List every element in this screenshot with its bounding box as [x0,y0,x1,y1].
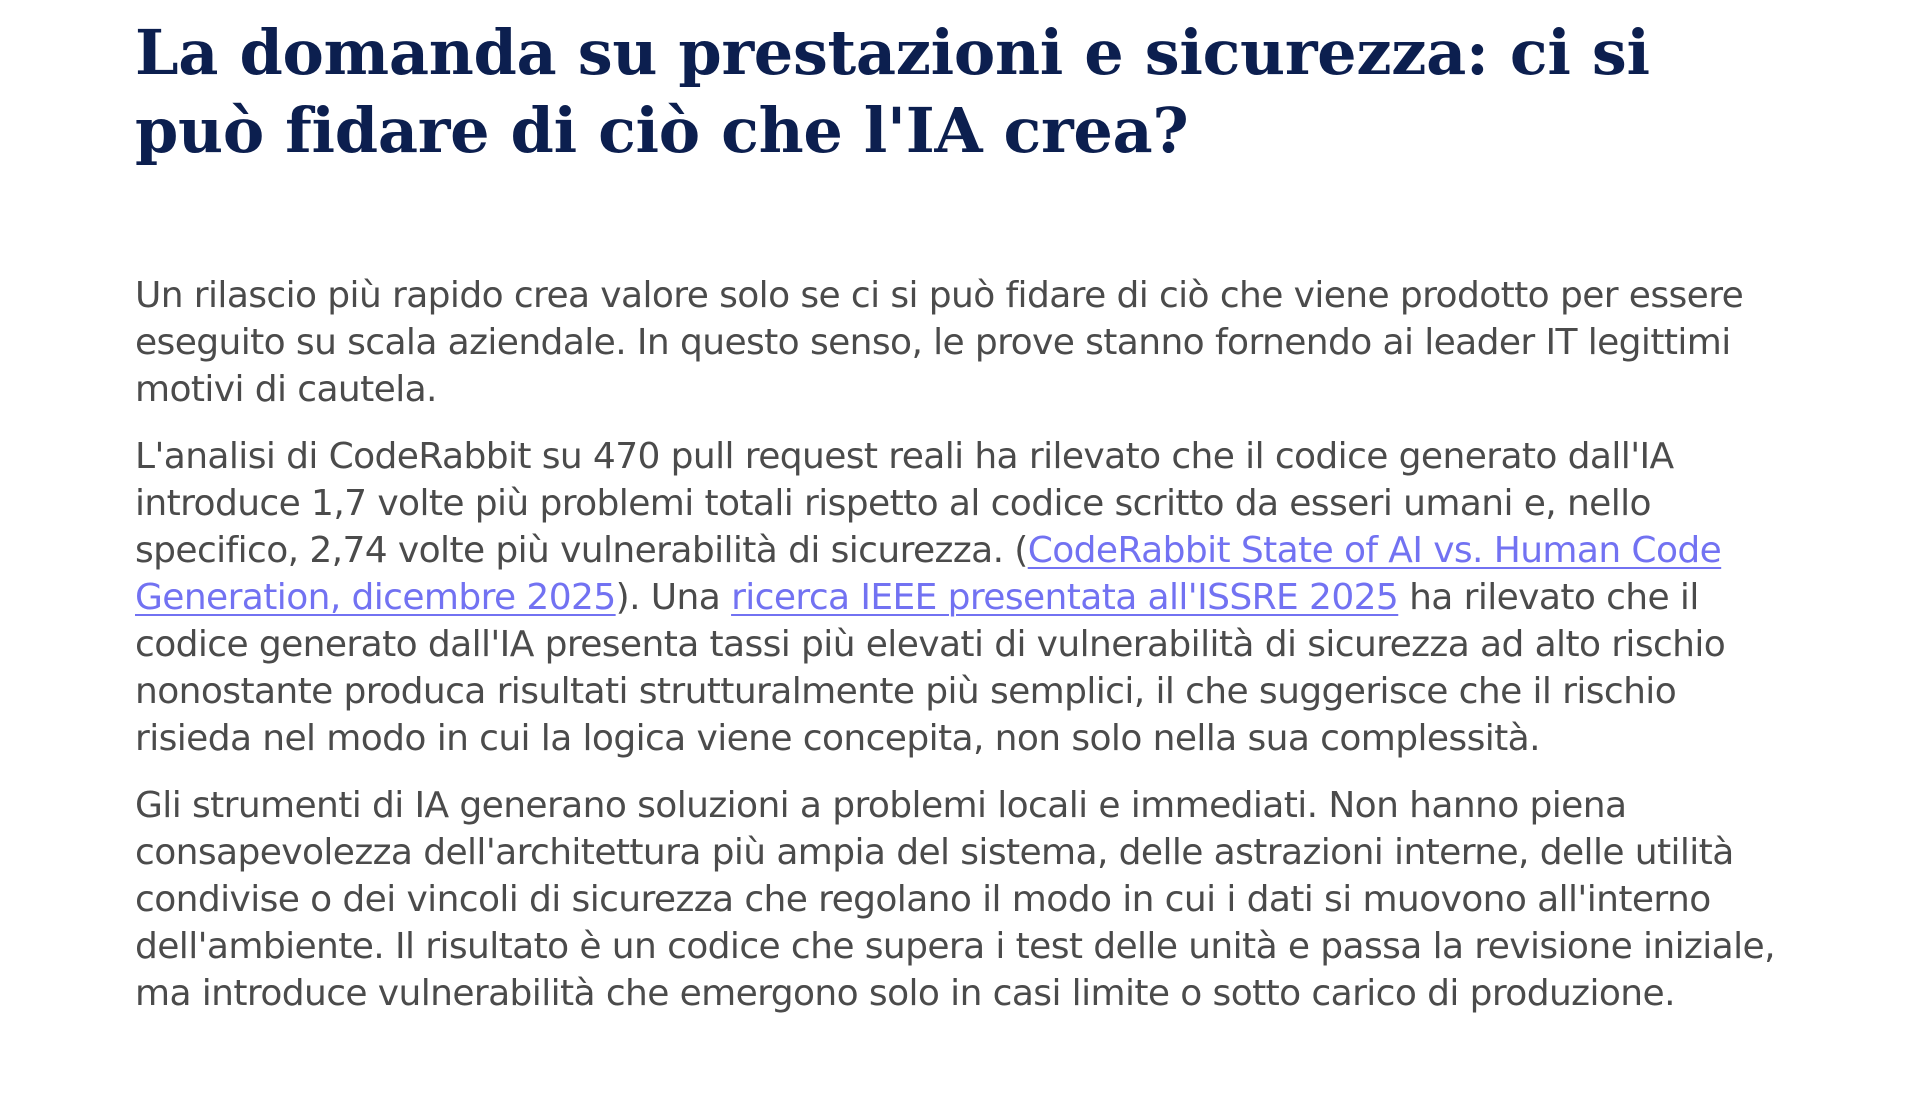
ieee-issre-link[interactable]: ricerca IEEE presentata all'ISSRE 2025 [731,577,1399,618]
paragraph-evidence [135,433,1795,762]
paragraph-intro: Un rilascio più rapido crea valore solo se ci si può fidare di ciò che viene prodotto per essere eseguito su scala aziendale. In questo senso, le prove stanno fornendo ai leader IT legittimi motivi di cautela. [135,275,1744,410]
paragraph-evidence-text-3: ha rilevato che il codice generato dall'IA presenta tassi più elevati di vulnerabilità di sicurezza ad alto rischio nonostante produca risultati strutturalmente più semplici, il che suggerisce che il rischio risieda nel modo in cui la logica viene concepita, non solo nella sua complessità. [135,577,1726,759]
paragraph-evidence-text-2: ). Una [615,577,732,618]
article-body [135,272,1795,1017]
paragraph-ai-tools: Gli strumenti di IA generano soluzioni a problemi locali e immediati. Non hanno piena consapevolezza dell'architettura più ampia del sistema, delle astrazioni interne, delle utilità condivise o dei vincoli di sicurezza che regolano il modo in cui i dati si muovono all'interno dell'ambiente. Il risultato è un codice che supera i test delle unità e passa la revisione iniziale, ma introduce vulnerabilità che emergono solo in casi limite o sotto carico di produzione. [135,785,1775,1014]
article [135,14,1795,1037]
coderabbit-report-link[interactable]: CodeRabbit State of AI vs. Human Code Generation, dicembre 2025 [135,530,1722,618]
paragraph-evidence-text-1: L'analisi di CodeRabbit su 470 pull request reali ha rilevato che il codice generato dall'IA introduce 1,7 volte più problemi totali rispetto al codice scritto da esseri umani e, nello specifico, 2,74 volte più vulnerabilità di sicurezza. ( [135,436,1674,571]
section-heading: La domanda su prestazioni e sicurezza: ci si può fidare di ciò che l'IA crea? [135,16,1650,167]
